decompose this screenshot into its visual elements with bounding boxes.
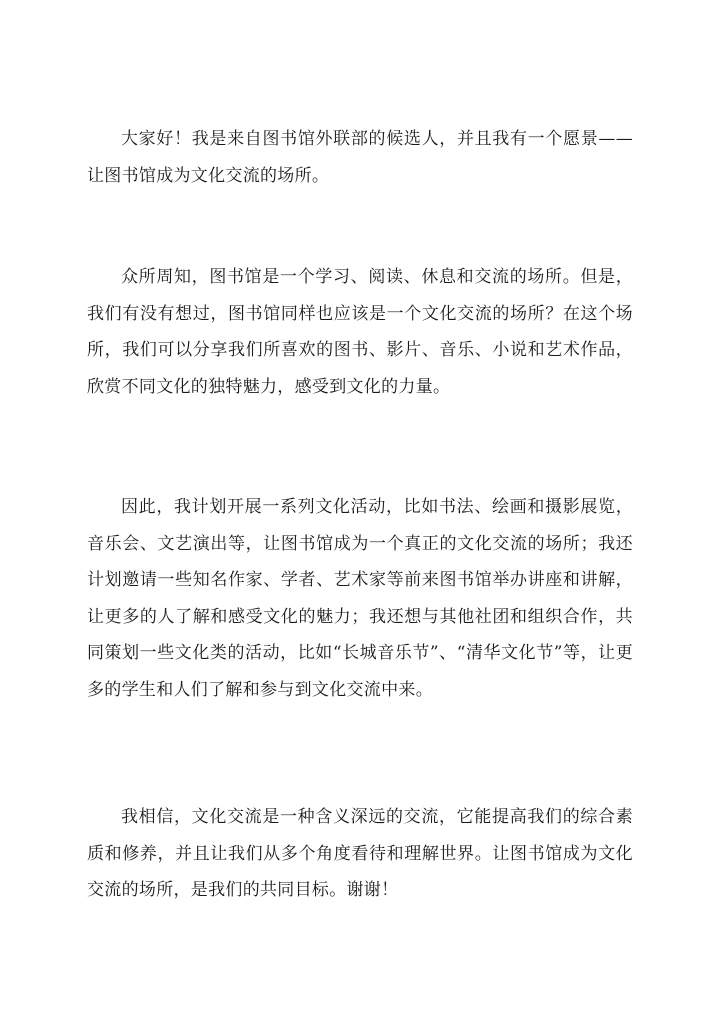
paragraph-conclusion: 我相信，文化交流是一种含义深远的交流，它能提高我们的综合素质和修养，并且让我们从多个角度看待和理解世界。让图书馆成为文化交流的场所，是我们的共同目标。谢谢！ (87, 807, 633, 900)
paragraph-activity-plan: 因此，我计划开展一系列文化活动，比如书法、绘画和摄影展览，音乐会、文艺演出等，让图书馆成为一个真正的文化交流的场所；我还计划邀请一些知名作家、学者、艺术家等前来图书馆举办讲座和讲解，让更多的人了解和感受文化的魅力；我还想与其他社团和组织合作，共同策划一些文化类的活动，比如“长城音乐节”、“清华文化节”等，让更多的学生和人们了解和参与到文化交流中来。 (87, 497, 633, 700)
paragraph-greeting: 大家好！我是来自图书馆外联部的候选人，并且我有一个愿景——让图书馆成为文化交流的场所。 (87, 129, 633, 186)
paragraph-library-purpose: 众所周知，图书馆是一个学习、阅读、休息和交流的场所。但是，我们有没有想过，图书馆同样也应该是一个文化交流的场所？在这个场所，我们可以分享我们所喜欢的图书、影片、音乐、小说和艺术作品，欣赏不同文化的独特魅力，感受到文化的力量。 (87, 267, 633, 397)
